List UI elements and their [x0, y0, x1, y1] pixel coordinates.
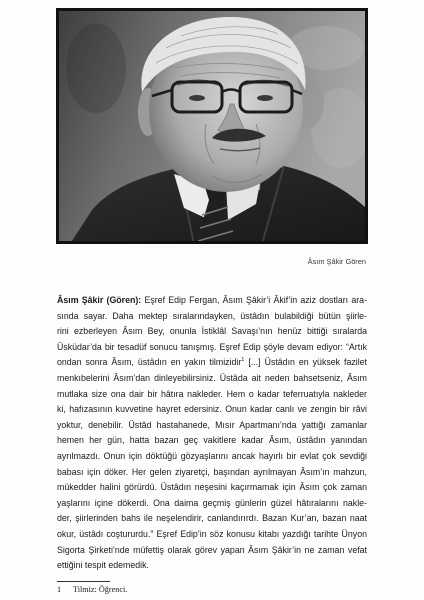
entry-heading: Âsım Şâkir (Gören):	[57, 295, 142, 305]
footnote-divider	[57, 581, 110, 582]
text-line: mutlaka size ona dair bir hâtıra nakleder. Hem o kadar teferruatıyla nakleder	[57, 388, 367, 399]
text-line: ki, hafızasının kuvvetine hayret edersiniz. Onun kadar canlı ve zengin bir râvi	[57, 404, 367, 415]
text-line: yaşlarını içine dökerdi. Ona daima geçmiş günlerin güzel hâtıralarını nakle-	[57, 497, 367, 508]
text-line: sında sayar. Daha mektep sıralarındayken, üstâdın bulabildiği bütün şiirle-	[57, 310, 367, 321]
text-line: rini ezberleyen Âsım Bey, onunla İstiklâl Savaşı’nın henüz bittiği sıralarda	[57, 326, 367, 337]
text-line: der, şiirlerinden bahs ile neşelendirir, canlandırırdı. Bazan Kur’an, bazan naat	[57, 513, 367, 524]
biography-entry	[57, 293, 367, 574]
text-line: yoktur, denebilir. Üstâd hastahanede, Mısır Apartmanı’nda yattığı zamanlar	[57, 419, 367, 430]
text-line: Sigorta Şirketi’nde müfettiş olarak görev yapan Âsım Şâkir’in ne zaman vefat	[57, 544, 367, 555]
text-line: hemen her gün, hatta bazan geç vakitlere kadar Âsım, üstâdın yanından	[57, 435, 367, 446]
line-text: [...] Üstâdın en yüksek fazilet	[244, 357, 367, 368]
text-line: ayrılmazdı. Onun için döktüğü gözyaşlarını ancak hayırlı bir evlat çok sevdiği	[57, 450, 367, 461]
text-line: ettiğini tespit edemedik.	[57, 560, 149, 571]
footnote-text: Tilmiz: Öğrenci.	[73, 585, 128, 594]
author-photo	[56, 8, 368, 244]
text-line	[57, 293, 367, 309]
text-line: menkıbelerini Âsım’dan dinleyebilirsiniz. Üstâda ait neden bahsetseniz, Âsım	[57, 372, 367, 383]
footnote	[57, 585, 127, 595]
text-line: mükedder halini görürdü. Üstâdın neşesini kaçırmamak için Âsım çok zaman	[57, 482, 367, 493]
line-text: ondan sonra Âsım, üstâdın en yakın tilmizidir	[57, 357, 242, 368]
photo-caption: Âsım Şâkir Gören	[307, 257, 366, 266]
text-line: babası için döker. Her gelen ziyaretçi, başından ayrılmayan Âsım’ın mahzun,	[57, 466, 367, 477]
text-line: okur, üstâdı coştururdu.” Eşref Edip’in söz konusu kitabı yazdığı tarihte Ünyon	[57, 528, 367, 539]
text-line: Üsküdar’da bir tesadüf sonucu tanışmış. Eşref Edip şöyle devam ediyor: “Artık	[57, 341, 367, 352]
footnote-reference: 1	[241, 357, 245, 364]
footnote-number: 1	[57, 585, 62, 594]
line-text: Eşref Edip Fergan, Âsım Şâkir’i Âkif’in aziz dostları ara-	[141, 295, 367, 305]
text-line	[57, 355, 367, 371]
